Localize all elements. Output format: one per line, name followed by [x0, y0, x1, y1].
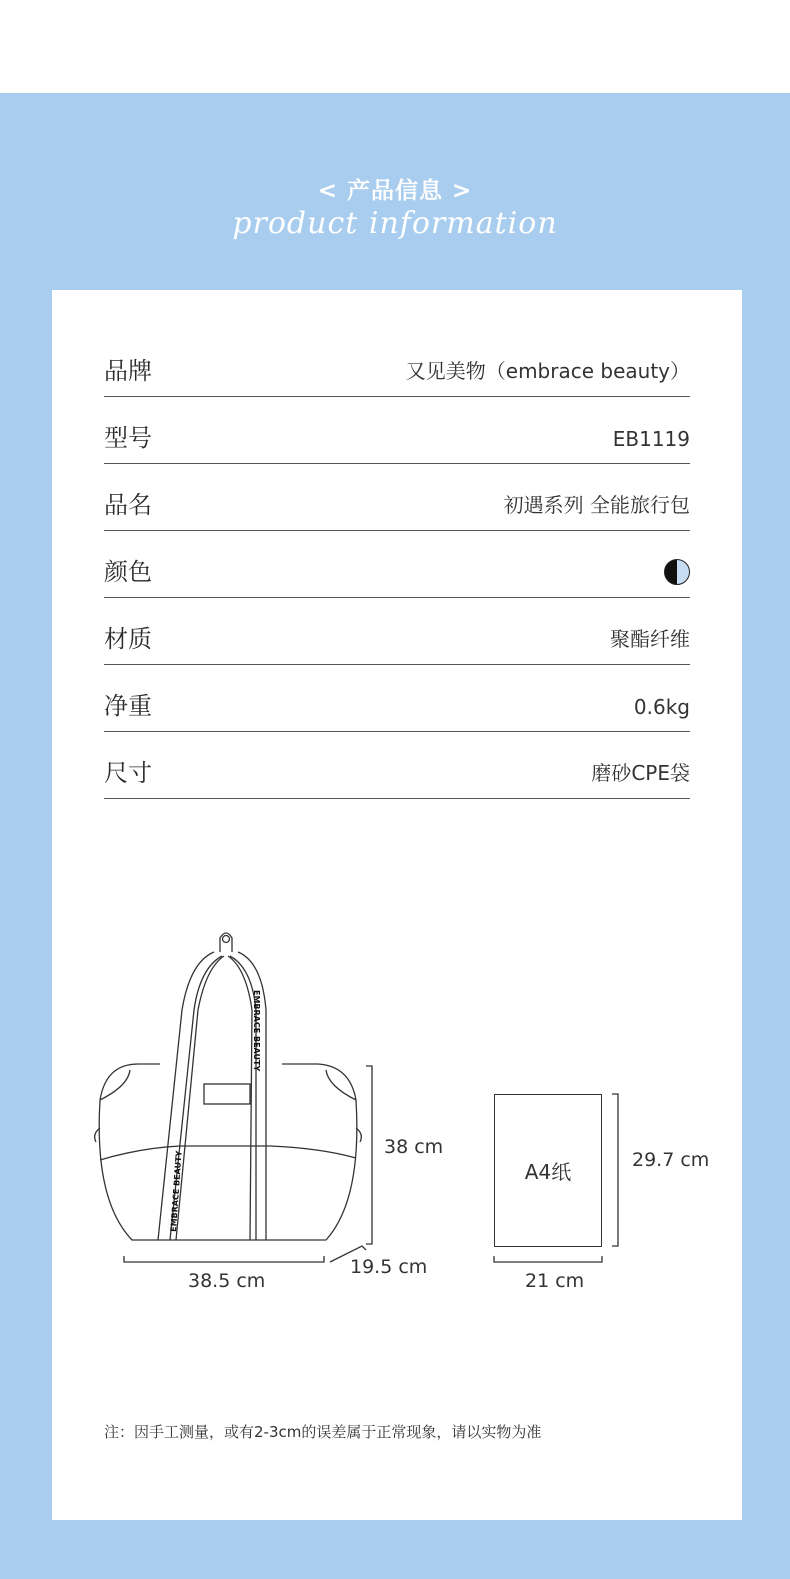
bag-depth-label: 19.5 cm	[350, 1256, 428, 1278]
spec-label: 净重	[104, 692, 152, 720]
spec-value: 磨砂CPE袋	[591, 761, 690, 785]
spec-label: 品名	[104, 491, 152, 519]
spec-value: EB1119	[612, 427, 690, 451]
spec-label: 尺寸	[104, 759, 152, 787]
measurement-footnote: 注：因手工测量，或有2-3cm的误差属于正常现象，请以实物为准	[104, 1423, 542, 1441]
strap-text-right: EMBRACE BEAUTY	[252, 990, 261, 1072]
spec-label: 颜色	[104, 558, 152, 586]
bag-width-label: 38.5 cm	[188, 1270, 266, 1292]
a4-width-label: 21 cm	[525, 1270, 585, 1292]
spec-label: 型号	[104, 424, 152, 452]
a4-paper-reference	[494, 1094, 602, 1247]
spec-value: 又见美物（embrace beauty）	[405, 359, 690, 383]
spec-label: 材质	[104, 625, 152, 653]
spec-value: 初遇系列 全能旅行包	[503, 493, 690, 517]
spec-value: 聚酯纤维	[610, 627, 690, 651]
bag-height-label: 38 cm	[384, 1136, 444, 1158]
spec-label: 品牌	[104, 357, 152, 385]
spec-value: 0.6kg	[633, 695, 690, 719]
section-subtitle: product information	[232, 206, 558, 241]
a4-label: A4纸	[524, 1160, 572, 1184]
strap-text-left: EMBRACE BEAUTY	[169, 1150, 184, 1233]
section-title: < 产品信息 >	[317, 178, 473, 204]
a4-height-label: 29.7 cm	[632, 1149, 710, 1171]
